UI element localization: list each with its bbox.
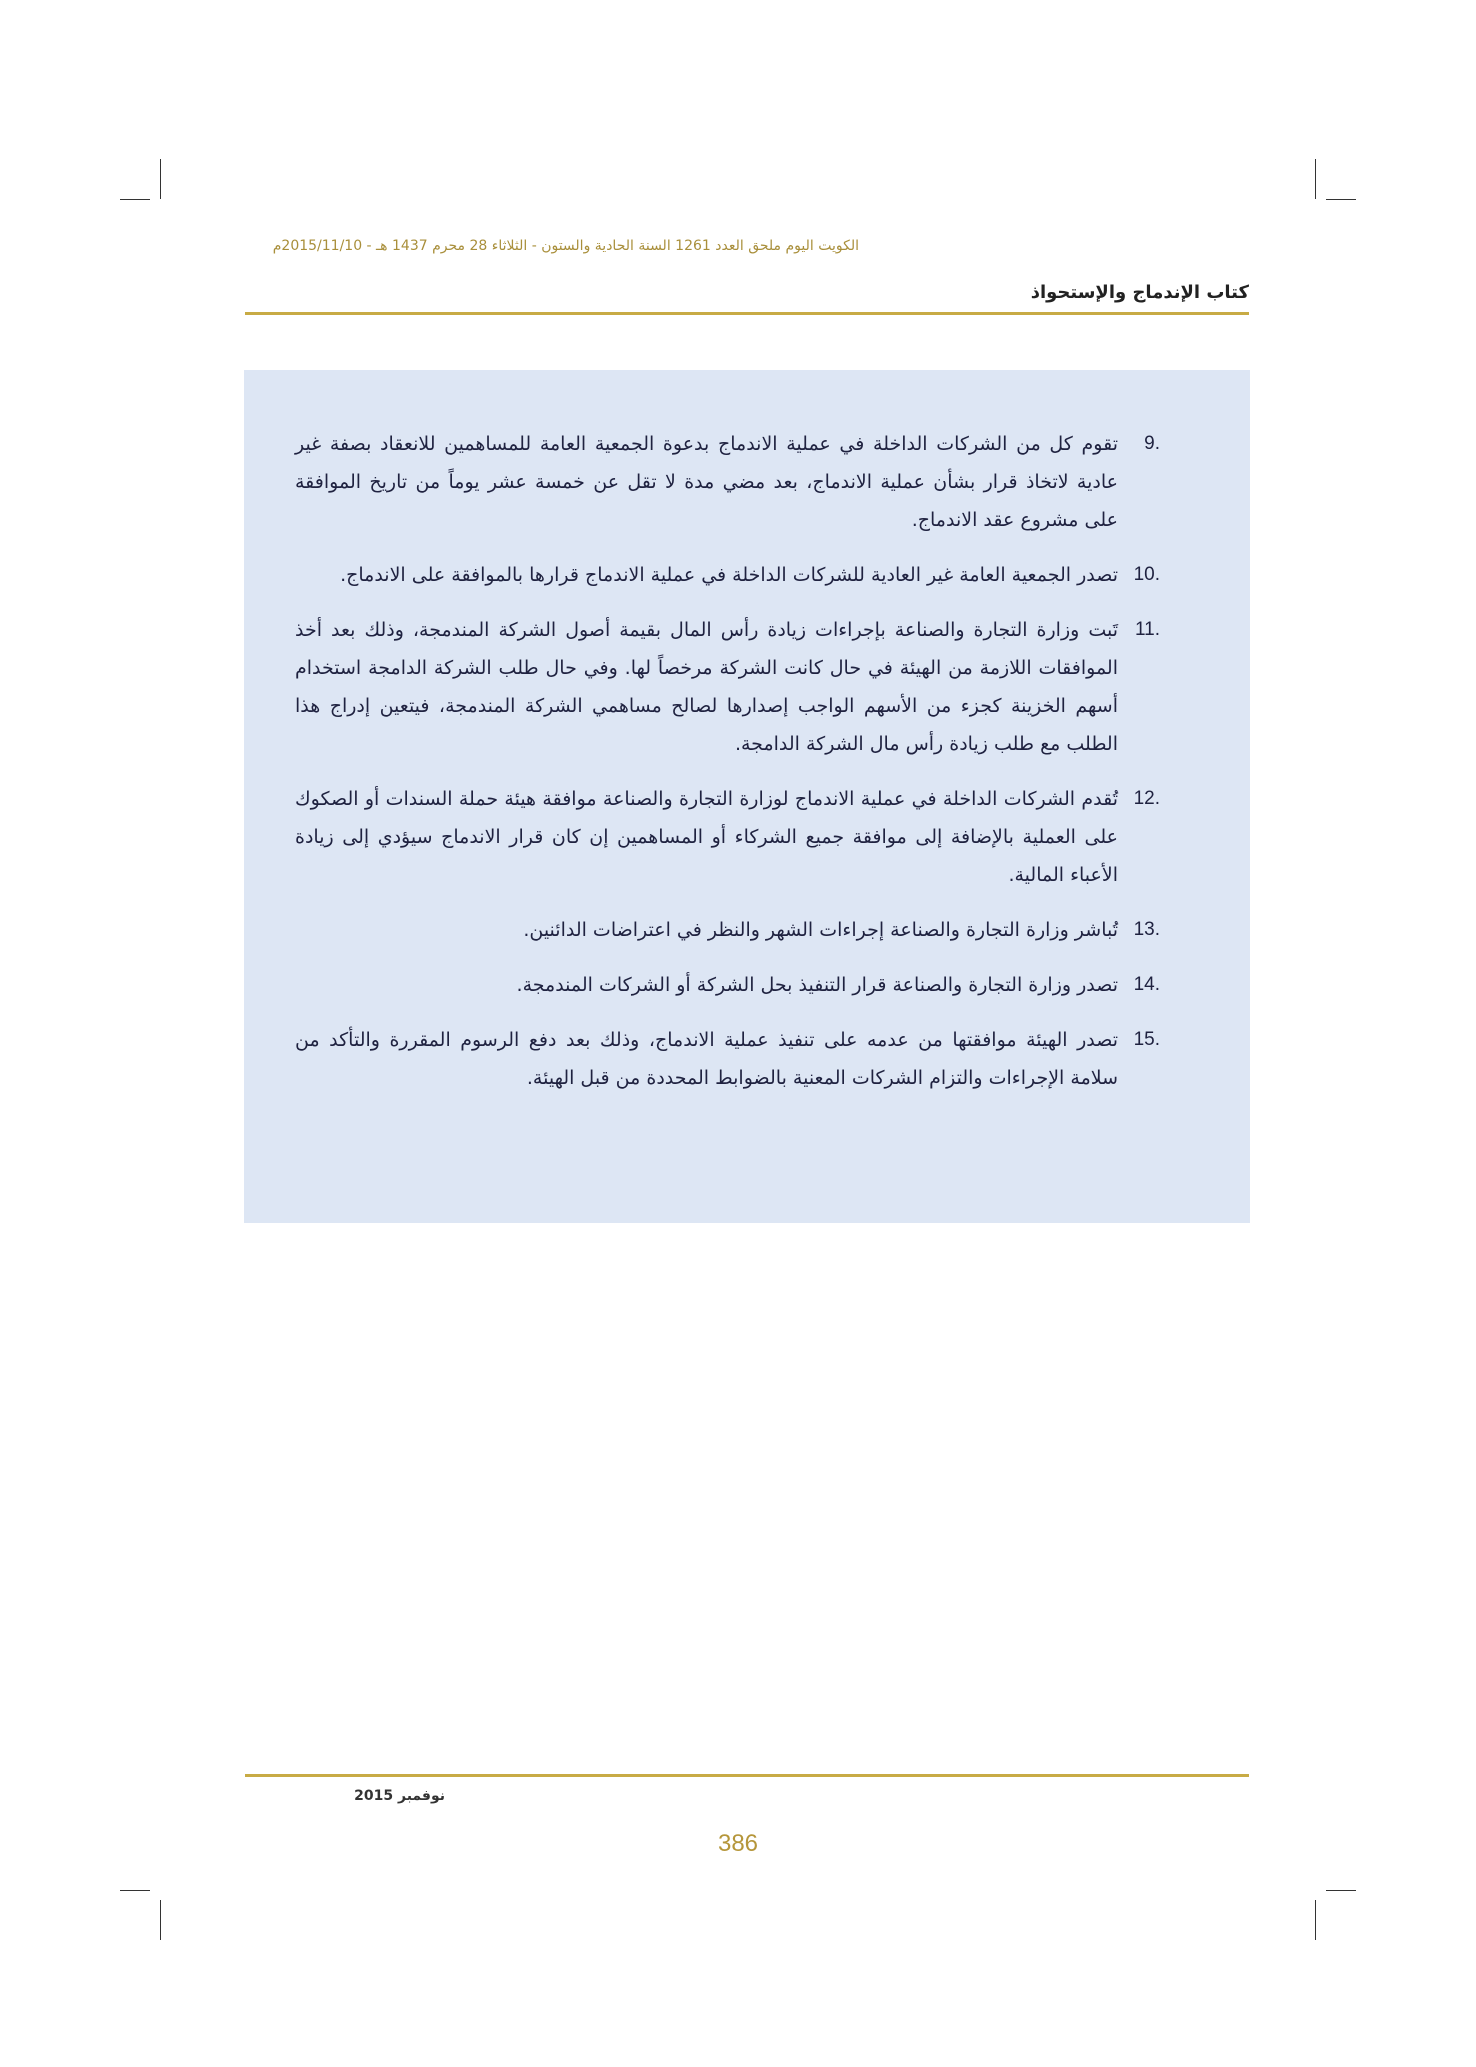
footer-rule xyxy=(245,1774,1249,1777)
list-item xyxy=(295,425,1160,539)
item-text: تصدر الهيئة موافقتها من عدمه على تنفيذ عملية الاندماج، وذلك بعد دفع الرسوم المقررة والتأكد من سلامة الإجراءات والتزام الشركات المعنية بالضوابط المحددة من قبل الهيئة. xyxy=(295,1029,1118,1089)
crop-mark xyxy=(120,1890,150,1891)
crop-mark xyxy=(120,199,150,200)
item-text: تَبت وزارة التجارة والصناعة بإجراءات زيادة رأس المال بقيمة أصول الشركة المندمجة، وذلك بعد أخذ الموافقات اللازمة من الهيئة في حال كانت الشركة مرخصاً لها. وفي حال طلب الشركة الدامجة استخدام أسهم الخزينة كجزء من الأسهم الواجب إصدارها لصالح مساهمي الشركة المندمجة، فيتعين إدراج هذا الطلب مع طلب زيادة رأس مال الشركة الدامجة. xyxy=(295,619,1118,755)
item-number: 11. xyxy=(1134,619,1160,640)
item-text: تُباشر وزارة التجارة والصناعة إجراءات الشهر والنظر في اعتراضات الدائنين. xyxy=(523,919,1118,941)
item-number: 9. xyxy=(1144,433,1160,454)
item-number: 10. xyxy=(1133,564,1160,585)
item-text: تصدر الجمعية العامة غير العادية للشركات الداخلة في عملية الاندماج قرارها بالموافقة على الاندماج. xyxy=(340,564,1118,586)
list-item xyxy=(295,966,1160,1004)
list-item xyxy=(295,611,1160,763)
list-item xyxy=(295,780,1160,894)
footer-date: نوفمبر 2015 xyxy=(354,1788,445,1804)
item-text: تقوم كل من الشركات الداخلة في عملية الاندماج بدعوة الجمعية العامة للمساهمين للانعقاد بصفة غير عادية لاتخاذ قرار بشأن عملية الاندماج، بعد مضي مدة لا تقل عن خمسة عشر يوماً من تاريخ الموافقة على مشروع عقد الاندماج. xyxy=(295,433,1118,531)
crop-mark xyxy=(1315,159,1316,199)
item-number: 14. xyxy=(1133,974,1160,995)
item-text: تصدر وزارة التجارة والصناعة قرار التنفيذ بحل الشركة أو الشركات المندمجة. xyxy=(516,974,1118,996)
item-text: تُقدم الشركات الداخلة في عملية الاندماج لوزارة التجارة والصناعة موافقة هيئة حملة السندات أو الصكوك على العملية بالإضافة إلى موافقة جميع الشركاء أو المساهمين إن كان قرار الاندماج سيؤدي إلى زيادة الأعباء المالية. xyxy=(295,788,1118,886)
crop-mark xyxy=(1326,199,1356,200)
crop-mark xyxy=(160,1900,161,1940)
publication-line: الكويت اليوم ملحق العدد 1261 السنة الحادية والستون - الثلاثاء 28 محرم 1437 هـ - 2015/11/10م xyxy=(272,238,859,254)
item-number: 12. xyxy=(1133,788,1160,809)
crop-mark xyxy=(160,159,161,199)
item-number: 15. xyxy=(1133,1029,1160,1050)
crop-mark xyxy=(1315,1900,1316,1940)
header-rule xyxy=(245,312,1249,315)
item-number: 13. xyxy=(1133,919,1160,940)
section-title: كتاب الإندماج والإستحواذ xyxy=(1030,282,1249,303)
list-item xyxy=(295,1021,1160,1097)
page-number: 386 xyxy=(717,1830,759,1857)
crop-mark xyxy=(1326,1890,1356,1891)
list-item xyxy=(295,911,1160,949)
numbered-list xyxy=(295,425,1160,1114)
list-item xyxy=(295,556,1160,594)
